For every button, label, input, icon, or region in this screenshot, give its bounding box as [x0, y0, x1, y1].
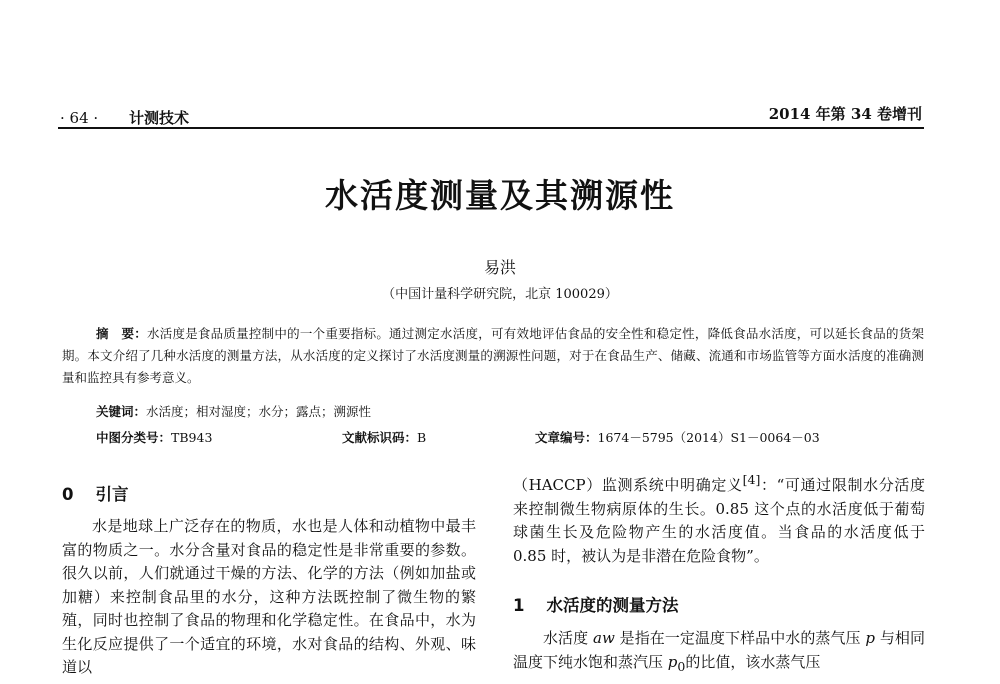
journal-name: 计测技术: [128, 109, 189, 127]
author-name: 易洪: [483, 258, 516, 277]
methods-text-3: 与相同温度下纯水饱和蒸汽压: [513, 629, 925, 671]
keywords-label: 关键词：: [96, 404, 147, 419]
symbol-aw: aw: [593, 629, 615, 647]
clc-value: TB943: [171, 430, 213, 445]
article-number: [535, 428, 820, 446]
symbol-p: p: [865, 629, 876, 647]
clc-number: [96, 428, 212, 446]
page-number: · 64 ·: [60, 109, 99, 127]
symbol-p0-subscript: 0: [677, 658, 686, 674]
author-affiliation: （中国计量科学研究院，北京 100029）: [382, 287, 618, 302]
haccp-paragraph: [513, 468, 925, 568]
section-number: 0: [62, 485, 74, 504]
article-title: 水活度测量及其溯源性: [325, 176, 675, 215]
methods-paragraph: [513, 627, 925, 678]
methods-text-2: 是指在一定温度下样品中水的蒸气压: [614, 629, 866, 647]
abstract-label: 摘 要：: [96, 326, 147, 341]
keywords-text: 水活度；相对湿度；水分；露点；溯源性: [146, 404, 372, 419]
haccp-text-start: （HACCP）监测系统中明确定义: [513, 476, 743, 494]
section-title: 水活度的测量方法: [546, 596, 679, 615]
citation-ref: [4]: [742, 472, 761, 487]
keywords: [96, 402, 371, 420]
abstract: [62, 323, 924, 389]
running-header-left: [60, 107, 189, 128]
methods-text-1: 水活度: [543, 629, 594, 647]
document-code: [342, 428, 426, 446]
article-number-value: 1674－5795（2014）S1－0064－03: [597, 430, 820, 445]
haccp-text-end: ：“可通过限制水分活度来控制微生物病原体的生长。0.85 这个点的水活度低于葡萄球菌生长及危险物产生的水活度值。当食品的水活度低于 0.85 时，被认为是非潜在危险食物”。: [513, 476, 925, 565]
introduction-paragraph: 水是地球上广泛存在的物质，水也是人体和动植物中最丰富的物质之一。水分含量对食品的稳定性是非常重要的参数。很久以前，人们就通过干燥的方法、化学的方法（例如加盐或加糖）来控制食品里的水分，这种方法既控制了微生物的繁殖，同时也控制了食品的物理和化学稳定性。在食品中，水为生化反应提供了一个适宜的环境，水对食品的结构、外观、味道以: [62, 517, 476, 676]
doc-code-value: B: [417, 430, 427, 445]
journal-issue: 2014 年第 34 卷增刊: [768, 105, 922, 123]
methods-text-4: 的比值，该水蒸气压: [685, 652, 821, 671]
section-heading-introduction: [62, 481, 128, 505]
header-rule: [58, 127, 924, 129]
section-title: 引言: [95, 485, 129, 504]
article-number-label: 文章编号：: [535, 430, 598, 445]
abstract-text: 水活度是食品质量控制中的一个重要指标。通过测定水活度，可有效地评估食品的安全性和稳定性，降低食品水活度，可以延长食品的货架期。本文介绍了几种水活度的测量方法，从水活度的定义探讨了水活度测量的溯源性问题，对于在食品生产、储藏、流通和市场监管等方面水活度的准确测量和监控具有参考意义。: [62, 326, 924, 385]
section-heading-methods: [513, 592, 678, 616]
clc-label: 中图分类号：: [96, 430, 172, 445]
section-number: 1: [513, 596, 525, 615]
symbol-p0: p: [667, 652, 678, 671]
doc-code-label: 文献标识码：: [342, 430, 418, 445]
